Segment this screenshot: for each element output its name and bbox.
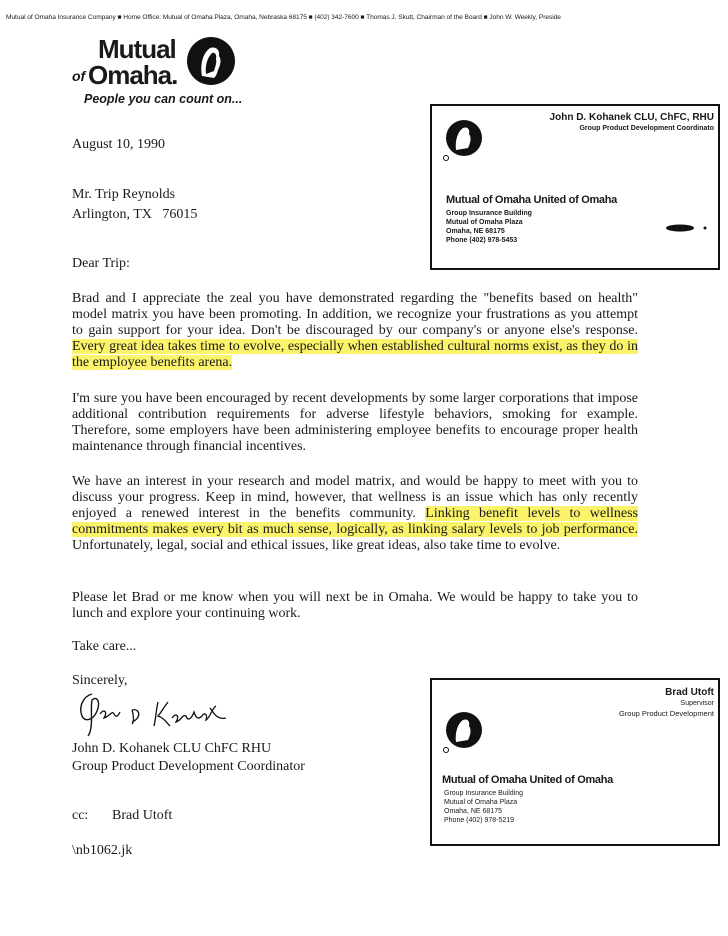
letter-date: August 10, 1990 <box>72 137 165 152</box>
card-address-1: Group Insurance Building <box>446 210 532 217</box>
card-department: Group Product Development <box>618 709 714 718</box>
paragraph-3-text-end: Unfortunately, legal, social and ethical issues, like great ideas, also take time to evolve. <box>72 538 561 553</box>
paragraph-4: Please let Brad or me know when you will next be in Omaha. We would be happy to take you to lunch and explore your continuing work. <box>72 590 638 621</box>
cc-name: Brad Utoft <box>112 808 173 823</box>
recipient-city: Arlington, TX 76015 <box>72 207 198 222</box>
card-title: Group Product Development Coordinato <box>579 125 714 132</box>
indian-head-emblem-icon <box>442 118 482 164</box>
business-card-utoft <box>430 678 720 846</box>
cc-label: cc: <box>72 808 89 823</box>
card-name: John D. Kohanek CLU, ChFC, RHU <box>549 112 714 123</box>
paragraph-3-text: We have an interest in your research and model matrix, and would be happy to meet with you to discuss your progress. Keep in mind, however, that wellness is an issue which has only recently enjoyed a renewed interest in the benefits community. <box>72 474 638 521</box>
business-card-kohanek <box>430 104 720 270</box>
indian-head-emblem-icon <box>442 710 482 756</box>
logo-word-omaha: Omaha. <box>88 60 178 90</box>
signer-name: John D. Kohanek CLU ChFC RHU <box>72 741 272 756</box>
letterhead-address-line: Mutual of Omaha Insurance Company ■ Home Office: Mutual of Omaha Plaza, Omaha, Nebraska 68175 ■ (402) 342-7600 ■ Thomas J. Skutt, Chairman of the Board ■ John W. Weekly, Preside <box>6 14 561 21</box>
paragraph-3-highlight: Linking benefit levels to wellness commitments makes every bit as much sense, logically, as linking salary levels to job performance. <box>72 506 638 537</box>
paragraph-3 <box>72 474 638 554</box>
company-tagline: People you can count on... <box>84 92 243 106</box>
reference-code: \nb1062.jk <box>72 843 133 858</box>
card-address-2: Mutual of Omaha Plaza <box>444 799 518 806</box>
handwritten-signature <box>70 688 240 740</box>
card-address-2: Mutual of Omaha Plaza <box>446 219 523 226</box>
sincerely: Sincerely, <box>72 673 128 688</box>
paragraph-1-highlight: Every great idea takes time to evolve, especially when established cultural norms exist, as they do in the employee benefits arena. <box>72 339 638 370</box>
signer-title: Group Product Development Coordinator <box>72 759 305 774</box>
indian-head-emblem-icon <box>186 36 236 86</box>
card-brand: Mutual of Omaha United of Omaha <box>442 774 613 786</box>
logo-word-mutual: Mutual <box>98 34 176 64</box>
paragraph-2: I'm sure you have been encouraged by recent developments by some larger corporations that impose additional contribution requirements for adverse lifestyle behaviors, smoking for example. Therefore, some employers have been administering employee benefits to encourage proper health maintenance through financial incentives. <box>72 391 638 454</box>
take-care: Take care... <box>72 639 137 654</box>
card-phone: Phone (402) 978-5453 <box>446 237 518 244</box>
logo-word-of: of <box>72 68 86 84</box>
union-label-icon <box>658 223 708 233</box>
card-address-1: Group Insurance Building <box>444 790 523 797</box>
card-address-3: Omaha, NE 68175 <box>446 228 505 235</box>
card-address-3: Omaha, NE 68175 <box>444 808 502 815</box>
card-title: Supervisor <box>680 700 714 707</box>
paragraph-1-text: Brad and I appreciate the zeal you have demonstrated regarding the "benefits based on health" model matrix you have been promoting. In addition, we recognize your frustrations as you attempt to gain support for your idea. Don't be discouraged by our company's or anyone else's response. <box>72 291 638 338</box>
card-phone: Phone (402) 978-5219 <box>444 817 515 824</box>
recipient-name: Mr. Trip Reynolds <box>72 187 176 202</box>
salutation: Dear Trip: <box>72 256 130 271</box>
paragraph-1 <box>72 291 638 371</box>
card-brand: Mutual of Omaha United of Omaha <box>446 194 617 206</box>
card-name: Brad Utoft <box>665 687 714 698</box>
